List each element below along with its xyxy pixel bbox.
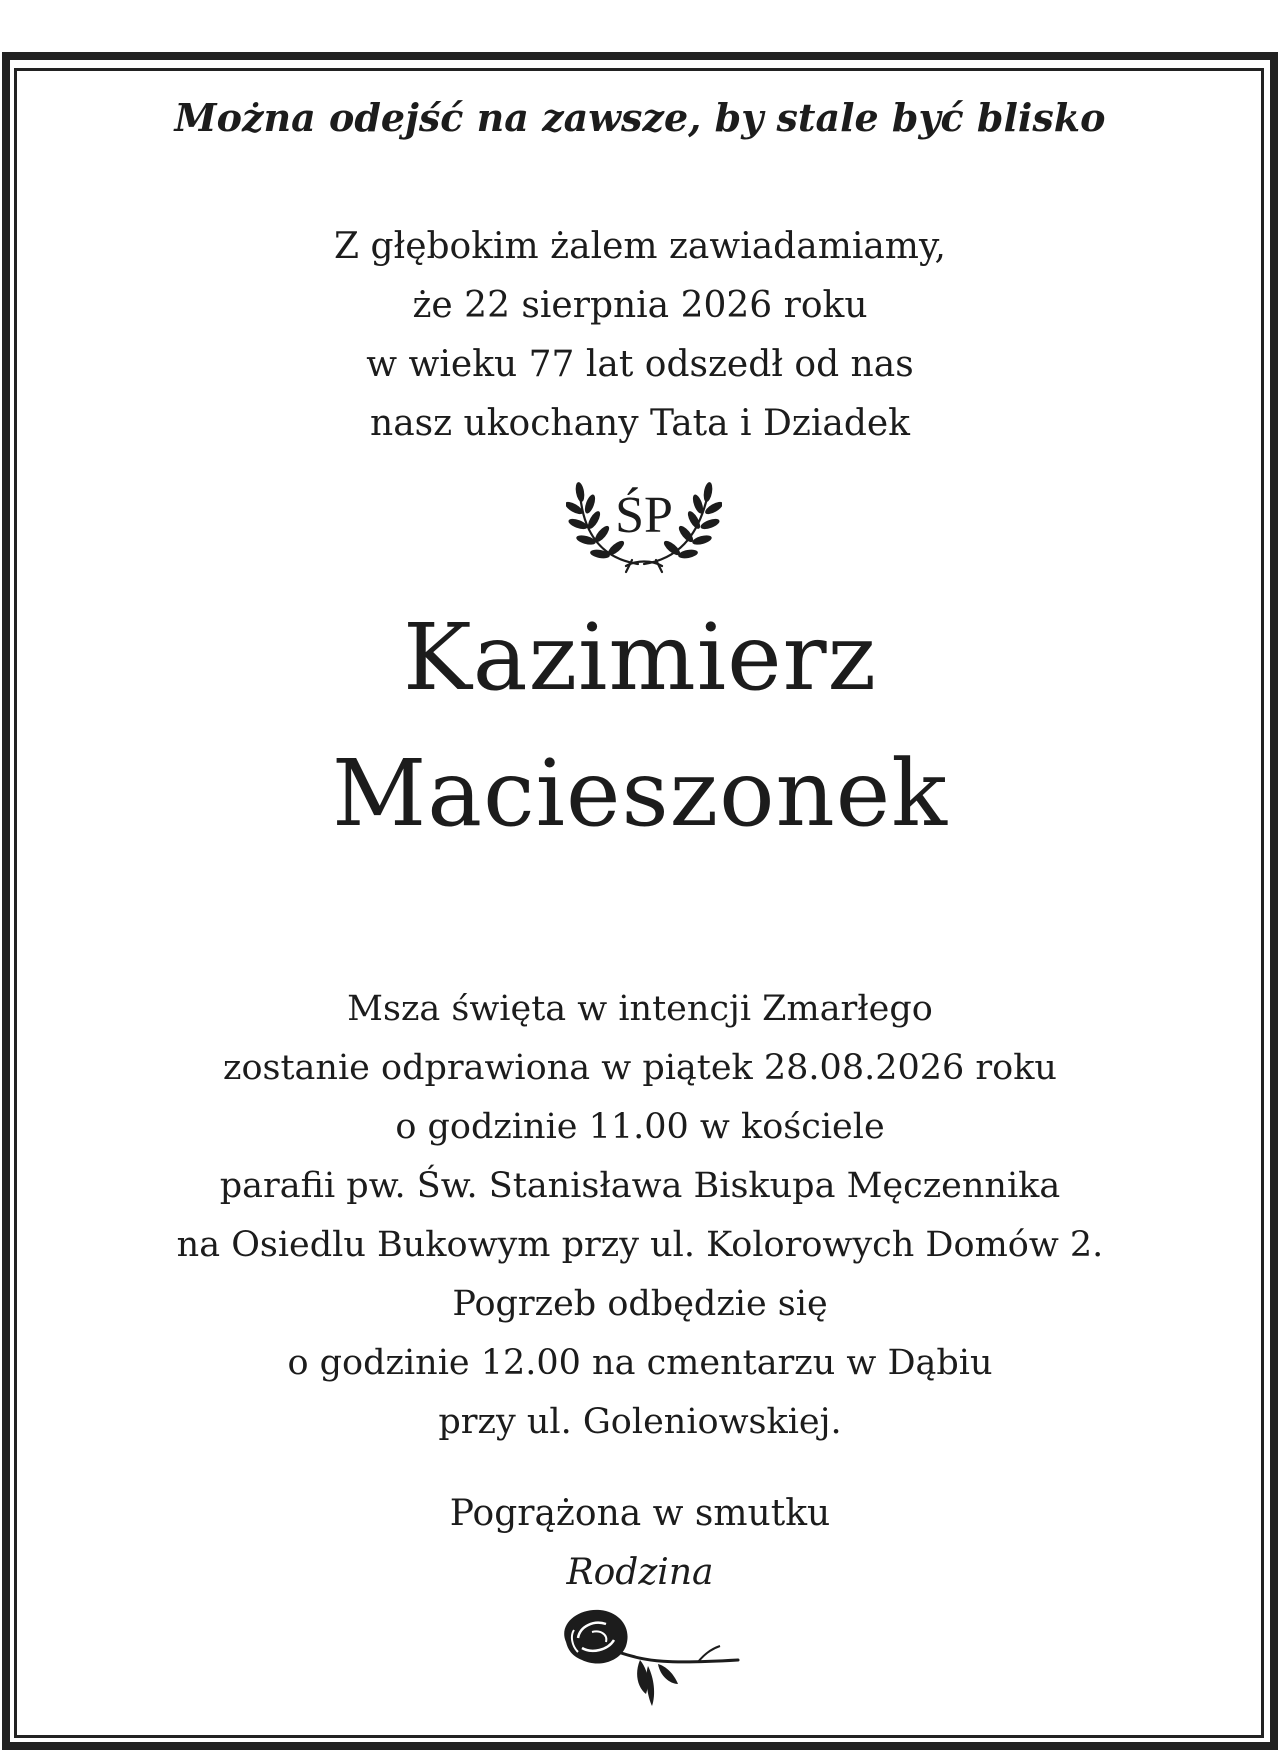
announcement-line: Z głębokim żalem zawiadamiamy, [334,226,946,267]
rose-icon [548,1602,748,1712]
signature: Rodzina [566,1552,714,1593]
announcement-line: że 22 sierpnia 2026 roku [412,285,868,326]
sp-emblem [566,464,722,574]
deceased-first-name: Kazimierz [402,604,878,711]
sp-abbreviation: ŚP [615,487,673,544]
deceased-last-name: Macieszonek [332,740,948,847]
announcement-line: w wieku 77 lat odszedł od nas [366,344,914,385]
details-line: parafii pw. Św. Stanisława Biskupa Męczennika [219,1166,1061,1206]
announcement-line: nasz ukochany Tata i Dziadek [370,403,910,444]
closing-line: Pogrążona w smutku [449,1493,831,1534]
closing [18,1484,1262,1602]
details-line: Pogrzeb odbędzie się [452,1284,828,1324]
motto: Można odejść na zawsze, by stale być blisko [174,95,1106,140]
announcement [18,217,1262,453]
rose-decoration [548,1602,748,1712]
ceremony-details [18,980,1262,1452]
details-line: przy ul. Goleniowskiej. [438,1402,842,1442]
details-line: o godzinie 11.00 w kościele [395,1107,885,1147]
details-line: na Osiedlu Bukowym przy ul. Kolorowych Domów 2. [176,1225,1104,1265]
details-line: o godzinie 12.00 na cmentarzu w Dąbiu [287,1343,993,1383]
deceased-name [18,590,1262,862]
details-line: Msza święta w intencji Zmarłego [347,989,933,1029]
details-line: zostanie odprawiona w piątek 28.08.2026 roku [223,1048,1057,1088]
